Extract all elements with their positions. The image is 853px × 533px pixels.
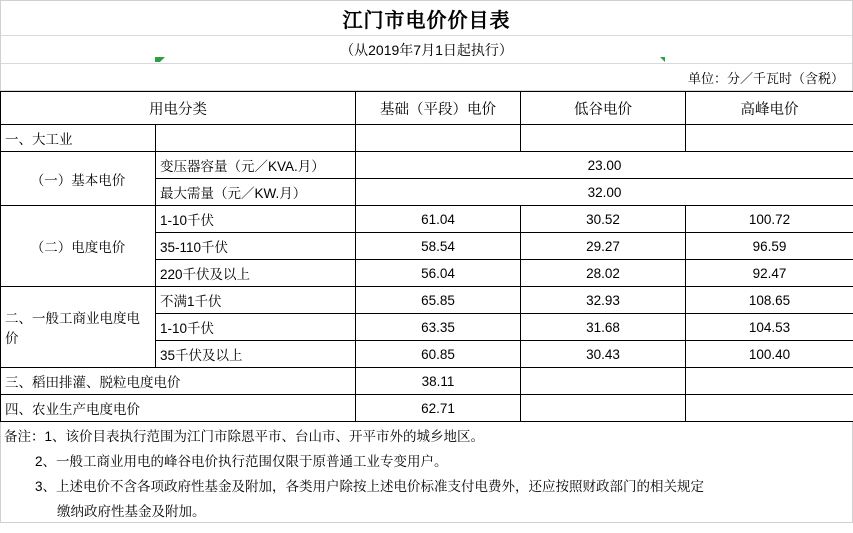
table-row: [1, 395, 853, 422]
row-sub: 35-110千伏: [156, 233, 356, 260]
row-peak: [686, 368, 853, 395]
row-sub: 变压器容量（元／KVA.月）: [156, 152, 356, 179]
row-base: 61.04: [356, 206, 521, 233]
row-valley: 32.93: [521, 287, 686, 314]
row-label: （二）电度电价: [1, 206, 156, 287]
row-peak: 108.65: [686, 287, 853, 314]
row-sub: 不满1千伏: [156, 287, 356, 314]
row-sub: [156, 125, 356, 152]
table-row: [1, 206, 853, 233]
row-valley: 31.68: [521, 314, 686, 341]
document-header: [0, 0, 853, 91]
row-peak: 96.59: [686, 233, 853, 260]
note-line: 缴纳政府性基金及附加。: [57, 503, 206, 519]
note-line: 备注：1、该价目表执行范围为江门市除恩平市、台山市、开平市外的城乡地区。: [4, 428, 485, 444]
title-row: [1, 1, 852, 36]
row-sub: 35千伏及以上: [156, 341, 356, 368]
table-row: [1, 152, 853, 179]
row-label: 四、农业生产电度电价: [1, 395, 356, 422]
notes-block: [0, 422, 853, 523]
row-base: 65.85: [356, 287, 521, 314]
header-category: 用电分类: [1, 92, 356, 125]
row-merged-value: 32.00: [356, 179, 853, 206]
table-row: [1, 125, 853, 152]
unit-note: 单位：分／千瓦时（含税）: [687, 70, 844, 86]
row-merged-value: 23.00: [356, 152, 853, 179]
row-base: 62.71: [356, 395, 521, 422]
row-valley: [521, 368, 686, 395]
row-sub: 1-10千伏: [156, 206, 356, 233]
table-row: [1, 287, 853, 314]
row-base: 63.35: [356, 314, 521, 341]
row-sub: 最大需量（元／KW.月）: [156, 179, 356, 206]
row-label: 二、一般工商业电度电价: [1, 287, 156, 368]
row-valley: [521, 395, 686, 422]
row-peak: 100.72: [686, 206, 853, 233]
row-peak: [686, 395, 853, 422]
table-row: [1, 368, 853, 395]
page-title: 江门市电价价目表: [342, 9, 511, 32]
row-base: 58.54: [356, 233, 521, 260]
row-base: 38.11: [356, 368, 521, 395]
row-peak: 92.47: [686, 260, 853, 287]
table-header-row: [1, 92, 853, 125]
row-valley: 28.02: [521, 260, 686, 287]
row-valley: 30.43: [521, 341, 686, 368]
marker-tick-right-icon: [660, 57, 665, 62]
page-subtitle: （从2019年7月1日起执行）: [340, 41, 513, 58]
note-line: 2、一般工商业用电的峰谷电价执行范围仅限于原普通工业专变用户。: [35, 453, 448, 469]
electricity-price-table: [0, 91, 853, 422]
header-peak-price: 高峰电价: [686, 92, 853, 125]
note-line: 3、上述电价不含各项政府性基金及附加，各类用户除按上述电价标准支付电费外，还应按照财政部门的相关规定: [35, 478, 705, 494]
row-valley: [521, 125, 686, 152]
row-valley: 30.52: [521, 206, 686, 233]
row-sub: 1-10千伏: [156, 314, 356, 341]
unit-row: [1, 64, 852, 91]
marker-tick-left-icon: [155, 57, 165, 62]
row-sub: 220千伏及以上: [156, 260, 356, 287]
row-base: 60.85: [356, 341, 521, 368]
row-peak: 104.53: [686, 314, 853, 341]
row-base: [356, 125, 521, 152]
row-peak: [686, 125, 853, 152]
row-label: 一、大工业: [1, 125, 156, 152]
row-base: 56.04: [356, 260, 521, 287]
subtitle-row: [1, 36, 852, 64]
row-label: 三、稻田排灌、脱粒电度电价: [1, 368, 356, 395]
row-peak: 100.40: [686, 341, 853, 368]
row-valley: 29.27: [521, 233, 686, 260]
header-base-price: 基础（平段）电价: [356, 92, 521, 125]
header-valley-price: 低谷电价: [521, 92, 686, 125]
row-label: （一）基本电价: [1, 152, 156, 206]
